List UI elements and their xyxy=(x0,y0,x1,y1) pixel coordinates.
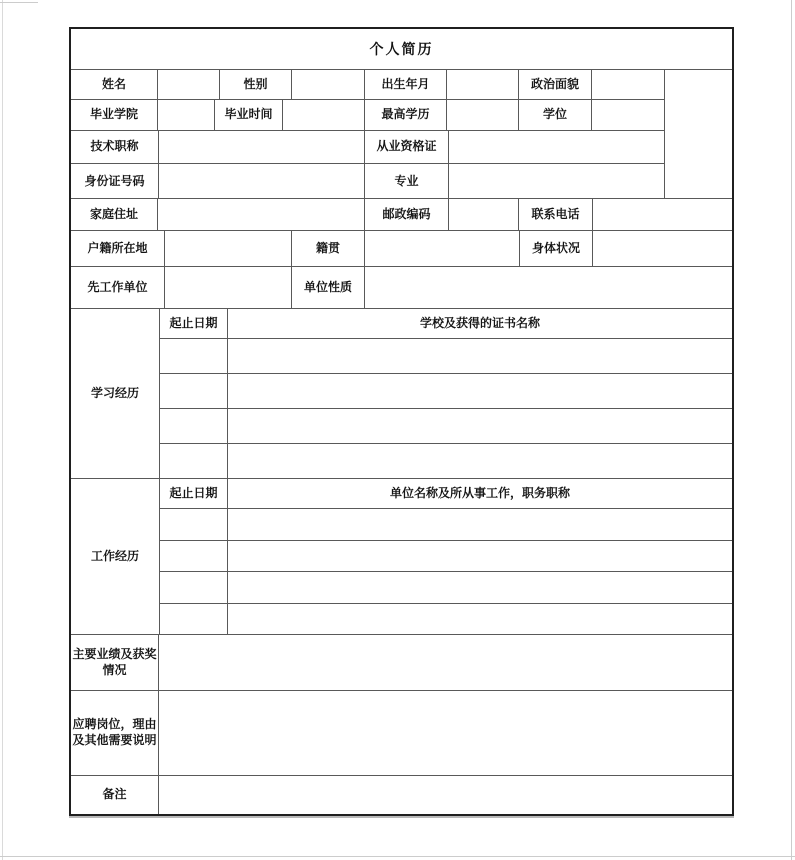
postal-code-label: 邮政编码 xyxy=(382,206,431,221)
graduation-time-value-cell[interactable] xyxy=(283,100,365,130)
work-row-1 xyxy=(160,509,732,541)
study-row-1-date-cell[interactable] xyxy=(160,339,228,373)
work-row-3-date-cell[interactable] xyxy=(160,572,228,603)
health-label-cell xyxy=(520,231,593,266)
study-row-1-content-cell[interactable] xyxy=(228,339,732,373)
basic-row-1 xyxy=(71,70,664,100)
study-header-row xyxy=(160,309,732,339)
home-address-label-cell xyxy=(71,199,158,230)
political-status-value-cell[interactable] xyxy=(592,70,664,99)
name-value-cell[interactable] xyxy=(158,70,220,99)
study-section-label: 学习经历 xyxy=(90,385,139,400)
highest-education-label-cell xyxy=(365,100,447,130)
name-label-cell xyxy=(71,70,158,99)
page-edge-right xyxy=(791,0,792,860)
college-label-cell xyxy=(71,100,158,130)
work-row-1-date-cell[interactable] xyxy=(160,509,228,540)
name-label: 姓名 xyxy=(101,76,126,91)
page-edge-top xyxy=(0,2,38,3)
basic-row-3 xyxy=(71,131,664,164)
study-row-3-date-cell[interactable] xyxy=(160,409,228,443)
work-date-header: 起止日期 xyxy=(169,485,218,500)
work-row-4-content-cell[interactable] xyxy=(228,604,732,635)
id-number-label: 身份证号码 xyxy=(84,173,145,188)
work-row-2 xyxy=(160,541,732,573)
health-label: 身体状况 xyxy=(531,240,580,255)
qualification-value-cell[interactable] xyxy=(449,131,664,163)
id-number-value-cell[interactable] xyxy=(159,164,365,199)
graduation-time-label: 毕业时间 xyxy=(224,107,273,122)
college-value-cell[interactable] xyxy=(158,100,215,130)
work-row-1-content-cell[interactable] xyxy=(228,509,732,540)
remarks-section xyxy=(71,776,732,814)
political-status-label-cell xyxy=(519,70,592,99)
gender-label-cell xyxy=(220,70,292,99)
achievements-value-cell[interactable] xyxy=(159,635,732,690)
work-row-2-content-cell[interactable] xyxy=(228,541,732,572)
major-label: 专业 xyxy=(394,173,419,188)
study-row-3 xyxy=(160,409,732,444)
basic-row-7 xyxy=(71,267,732,309)
registered-residence-label: 户籍所在地 xyxy=(87,240,148,255)
work-row-4 xyxy=(160,604,732,635)
registered-residence-value-cell[interactable] xyxy=(165,231,292,266)
page-title: 个人简历 xyxy=(369,41,434,57)
native-place-label-cell xyxy=(292,231,365,266)
technical-title-label-cell xyxy=(71,131,159,163)
study-content-header: 学校及获得的证书名称 xyxy=(419,315,540,330)
postal-code-label-cell xyxy=(365,199,449,230)
registered-residence-label-cell xyxy=(71,231,165,266)
study-row-1 xyxy=(160,339,732,374)
application-label-cell xyxy=(71,691,159,775)
postal-code-value-cell[interactable] xyxy=(449,199,519,230)
work-header-row xyxy=(160,479,732,509)
work-section-label: 工作经历 xyxy=(90,548,139,563)
basic-info-left xyxy=(71,70,664,198)
gender-value-cell[interactable] xyxy=(292,70,365,99)
basic-row-5 xyxy=(71,199,732,231)
photo-placeholder-cell[interactable] xyxy=(664,70,732,198)
study-content-header-cell xyxy=(228,309,732,338)
id-number-label-cell xyxy=(71,164,159,199)
technical-title-value-cell[interactable] xyxy=(159,131,365,163)
application-section xyxy=(71,691,732,776)
phone-label: 联系电话 xyxy=(531,206,580,221)
title-row xyxy=(71,29,732,70)
major-value-cell[interactable] xyxy=(449,164,664,199)
work-section-body xyxy=(160,479,732,634)
previous-employer-label: 先工作单位 xyxy=(87,279,148,294)
birth-date-label: 出生年月 xyxy=(381,76,430,91)
gender-label: 性别 xyxy=(243,76,268,91)
achievements-section xyxy=(71,635,732,691)
phone-label-cell xyxy=(519,199,593,230)
study-row-2-content-cell[interactable] xyxy=(228,374,732,408)
degree-value-cell[interactable] xyxy=(592,100,664,130)
achievements-label: 主要业绩及获奖情况 xyxy=(72,646,157,677)
page-edge-left xyxy=(2,0,3,860)
major-label-cell xyxy=(365,164,449,199)
previous-employer-value-cell[interactable] xyxy=(165,267,292,308)
graduation-time-label-cell xyxy=(215,100,283,130)
work-row-2-date-cell[interactable] xyxy=(160,541,228,572)
degree-label: 学位 xyxy=(542,107,567,122)
study-row-3-content-cell[interactable] xyxy=(228,409,732,443)
study-experience-section xyxy=(71,309,732,479)
study-row-4-date-cell[interactable] xyxy=(160,444,228,478)
basic-row-4 xyxy=(71,164,664,199)
employer-type-value-cell[interactable] xyxy=(365,267,732,308)
study-row-2-date-cell[interactable] xyxy=(160,374,228,408)
study-date-header-cell xyxy=(160,309,228,338)
birth-date-label-cell xyxy=(365,70,447,99)
study-row-4 xyxy=(160,444,732,478)
work-date-header-cell xyxy=(160,479,228,508)
basic-row-2 xyxy=(71,100,664,131)
work-row-4-date-cell[interactable] xyxy=(160,604,228,635)
college-label: 毕业学院 xyxy=(89,107,138,122)
study-row-4-content-cell[interactable] xyxy=(228,444,732,478)
home-address-value-cell[interactable] xyxy=(158,199,365,230)
study-section-label-cell xyxy=(71,309,160,478)
native-place-value-cell[interactable] xyxy=(365,231,520,266)
highest-education-label: 最高学历 xyxy=(381,107,430,122)
resume-form-table xyxy=(69,27,734,816)
phone-value-cell[interactable] xyxy=(593,199,732,230)
employer-type-label: 单位性质 xyxy=(303,279,352,294)
remarks-label-cell xyxy=(71,776,159,814)
technical-title-label: 技术职称 xyxy=(90,139,139,154)
work-section-label-cell xyxy=(71,479,160,634)
page-edge-bottom xyxy=(0,856,795,857)
remarks-label: 备注 xyxy=(102,787,127,802)
remarks-value-cell[interactable] xyxy=(159,776,732,814)
basic-info-band xyxy=(71,70,732,199)
native-place-label: 籍贯 xyxy=(315,240,340,255)
work-row-3-content-cell[interactable] xyxy=(228,572,732,603)
study-row-2 xyxy=(160,374,732,409)
application-label: 应聘岗位，理由及其他需要说明 xyxy=(72,717,157,747)
study-section-body xyxy=(160,309,732,478)
work-row-3 xyxy=(160,572,732,604)
achievements-label-cell xyxy=(71,635,159,690)
employer-type-label-cell xyxy=(292,267,365,308)
degree-label-cell xyxy=(519,100,592,130)
health-value-cell[interactable] xyxy=(593,231,732,266)
work-experience-section xyxy=(71,479,732,635)
work-content-header-cell xyxy=(228,479,732,508)
basic-row-6 xyxy=(71,231,732,267)
work-content-header: 单位名称及所从事工作，职务职称 xyxy=(389,485,570,500)
previous-employer-label-cell xyxy=(71,267,165,308)
qualification-label: 从业资格证 xyxy=(376,139,437,154)
study-date-header: 起止日期 xyxy=(169,315,218,330)
birth-date-value-cell[interactable] xyxy=(447,70,519,99)
qualification-label-cell xyxy=(365,131,449,163)
highest-education-value-cell[interactable] xyxy=(447,100,519,130)
application-value-cell[interactable] xyxy=(159,691,732,775)
political-status-label: 政治面貌 xyxy=(530,76,579,91)
home-address-label: 家庭住址 xyxy=(89,206,138,221)
